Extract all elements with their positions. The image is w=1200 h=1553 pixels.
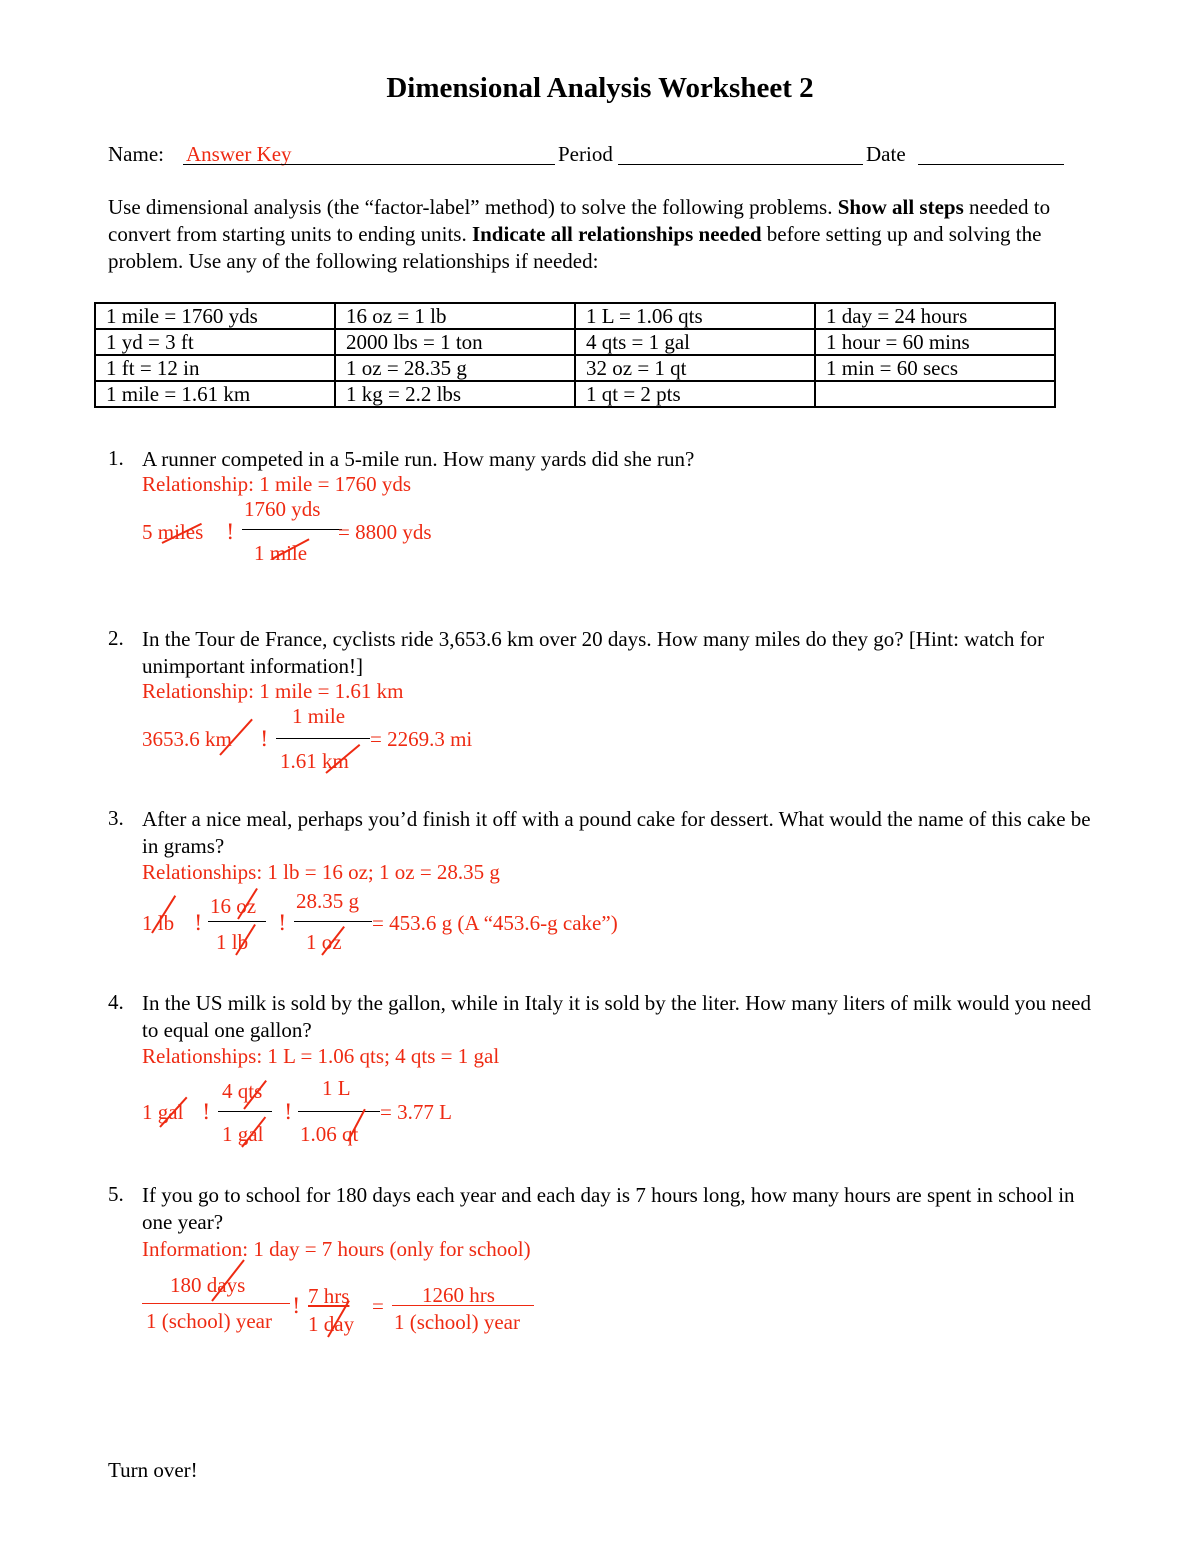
fraction-numerator: 180 days bbox=[170, 1273, 246, 1297]
work-start: 1 gal bbox=[142, 1100, 184, 1124]
work-start: 3653.6 km bbox=[142, 727, 232, 751]
table-cell: 32 oz = 1 qt bbox=[575, 355, 815, 381]
fraction-numerator: 1 L bbox=[322, 1076, 351, 1100]
fraction-denominator: 1 gal bbox=[222, 1122, 264, 1146]
relationship-text: Relationship: 1 mile = 1.61 km bbox=[142, 679, 404, 703]
problem-number: 1. bbox=[108, 446, 124, 470]
multiply-symbol: ! bbox=[284, 1100, 293, 1124]
name-value: Answer Key bbox=[186, 142, 292, 166]
fraction-denominator: 1 (school) year bbox=[394, 1310, 520, 1334]
fraction-bar bbox=[218, 1111, 272, 1112]
instructions-bold-steps: Show all steps bbox=[837, 195, 964, 219]
table-cell: 16 oz = 1 lb bbox=[335, 303, 575, 329]
fraction-bar bbox=[298, 1111, 380, 1112]
problem-number: 2. bbox=[108, 626, 124, 650]
multiply-symbol: ! bbox=[278, 911, 287, 935]
table-cell: 1 L = 1.06 qts bbox=[575, 303, 815, 329]
table-cell: 1 yd = 3 ft bbox=[95, 329, 335, 355]
fraction-numerator: 1260 hrs bbox=[422, 1283, 495, 1307]
relationship-text: Relationships: 1 L = 1.06 qts; 4 qts = 1 gal bbox=[142, 1044, 500, 1068]
work-result: = 3.77 L bbox=[380, 1100, 452, 1124]
relationship-text: Relationships: 1 lb = 16 oz; 1 oz = 28.35 g bbox=[142, 860, 500, 884]
multiply-symbol: ! bbox=[194, 911, 203, 935]
fraction-numerator: 1 mile bbox=[292, 704, 346, 728]
problem-text: In the US milk is sold by the gallon, while in Italy it is sold by the liter. How many liters of milk would you need to equal one gallon? bbox=[142, 991, 1091, 1042]
problem-number: 5. bbox=[108, 1182, 124, 1206]
fraction-numerator: 28.35 g bbox=[296, 889, 359, 913]
fraction-denominator: 1 oz bbox=[306, 930, 342, 954]
table-cell: 1 mile = 1760 yds bbox=[95, 303, 335, 329]
fraction-denominator: 1 (school) year bbox=[146, 1309, 272, 1333]
period-underline bbox=[618, 164, 863, 165]
table-cell: 1 hour = 60 mins bbox=[815, 329, 1055, 355]
table-cell: 1 day = 24 hours bbox=[815, 303, 1055, 329]
table-cell: 1 mile = 1.61 km bbox=[95, 381, 335, 407]
fraction-numerator: 7 hrs bbox=[308, 1284, 350, 1308]
instructions: Use dimensional analysis (the “factor-label” method) to solve the following problems. Show all steps needed to convert from starting units to ending units. Indicate all relationships needed before setting up and solving the problem. Use any of the following relationships if needed: bbox=[108, 195, 1051, 273]
fraction-bar bbox=[392, 1305, 534, 1306]
fraction-bar bbox=[294, 921, 372, 922]
date-underline bbox=[918, 164, 1064, 165]
equals-sign: = bbox=[372, 1294, 384, 1318]
work-result: = 8800 yds bbox=[338, 520, 432, 544]
page-title: Dimensional Analysis Worksheet 2 bbox=[386, 72, 814, 104]
fraction-denominator: 1 day bbox=[308, 1312, 355, 1336]
relationships-table bbox=[94, 302, 1056, 408]
problem-number: 3. bbox=[108, 806, 124, 830]
table-cell: 1 ft = 12 in bbox=[95, 355, 335, 381]
table-cell: 1 min = 60 secs bbox=[815, 355, 1055, 381]
fraction-denominator: 1.61 km bbox=[280, 749, 349, 773]
table-row bbox=[95, 329, 1055, 355]
fraction-numerator: 4 qts bbox=[222, 1079, 263, 1103]
instructions-bold-relationships: Indicate all relationships needed bbox=[471, 222, 762, 246]
name-underline bbox=[183, 164, 555, 165]
problem-text: If you go to school for 180 days each year and each day is 7 hours long, how many hours are spent in school in one year? bbox=[142, 1183, 1075, 1234]
table-row bbox=[95, 381, 1055, 407]
work-start: 1 lb bbox=[142, 911, 175, 935]
work-result: = 453.6 g (A “453.6-g cake”) bbox=[372, 911, 618, 935]
problem-text: A runner competed in a 5-mile run. How many yards did she run? bbox=[142, 447, 695, 471]
fraction-bar bbox=[242, 529, 342, 530]
table-row bbox=[95, 303, 1055, 329]
work-result: = 2269.3 mi bbox=[370, 727, 473, 751]
work-start: 5 miles bbox=[142, 520, 204, 544]
multiply-symbol: ! bbox=[260, 727, 269, 751]
problem-text: In the Tour de France, cyclists ride 3,653.6 km over 20 days. How many miles do they go? [Hint: watch for unimportant information!] bbox=[142, 627, 1045, 678]
fraction-denominator: 1.06 qt bbox=[300, 1122, 359, 1146]
problem-text: After a nice meal, perhaps you’d finish it off with a pound cake for dessert. What would the name of this cake be in grams? bbox=[142, 807, 1091, 858]
relationship-text: Information: 1 day = 7 hours (only for school) bbox=[142, 1237, 531, 1261]
table-cell: 1 kg = 2.2 lbs bbox=[335, 381, 575, 407]
multiply-symbol: ! bbox=[202, 1100, 211, 1124]
table-cell: 1 qt = 2 pts bbox=[575, 381, 815, 407]
relationship-text: Relationship: 1 mile = 1760 yds bbox=[142, 472, 412, 496]
problem-number: 4. bbox=[108, 990, 124, 1014]
footer-note: Turn over! bbox=[108, 1458, 198, 1482]
table-cell: 4 qts = 1 gal bbox=[575, 329, 815, 355]
fraction-bar bbox=[142, 1303, 290, 1304]
name-label: Name: bbox=[108, 142, 164, 166]
multiply-symbol: ! bbox=[292, 1294, 301, 1318]
fraction-denominator: 1 lb bbox=[216, 930, 249, 954]
table-cell: 1 oz = 28.35 g bbox=[335, 355, 575, 381]
fraction-numerator: 1760 yds bbox=[244, 497, 321, 521]
period-label: Period bbox=[558, 142, 613, 166]
multiply-symbol: ! bbox=[226, 520, 235, 544]
fraction-denominator: 1 mile bbox=[254, 541, 308, 565]
date-label: Date bbox=[866, 142, 906, 166]
table-cell: 2000 lbs = 1 ton bbox=[335, 329, 575, 355]
table-row bbox=[95, 355, 1055, 381]
fraction-bar bbox=[208, 921, 266, 922]
table-cell bbox=[815, 381, 1055, 407]
fraction-bar bbox=[276, 738, 370, 739]
fraction-numerator: 16 oz bbox=[210, 894, 257, 918]
